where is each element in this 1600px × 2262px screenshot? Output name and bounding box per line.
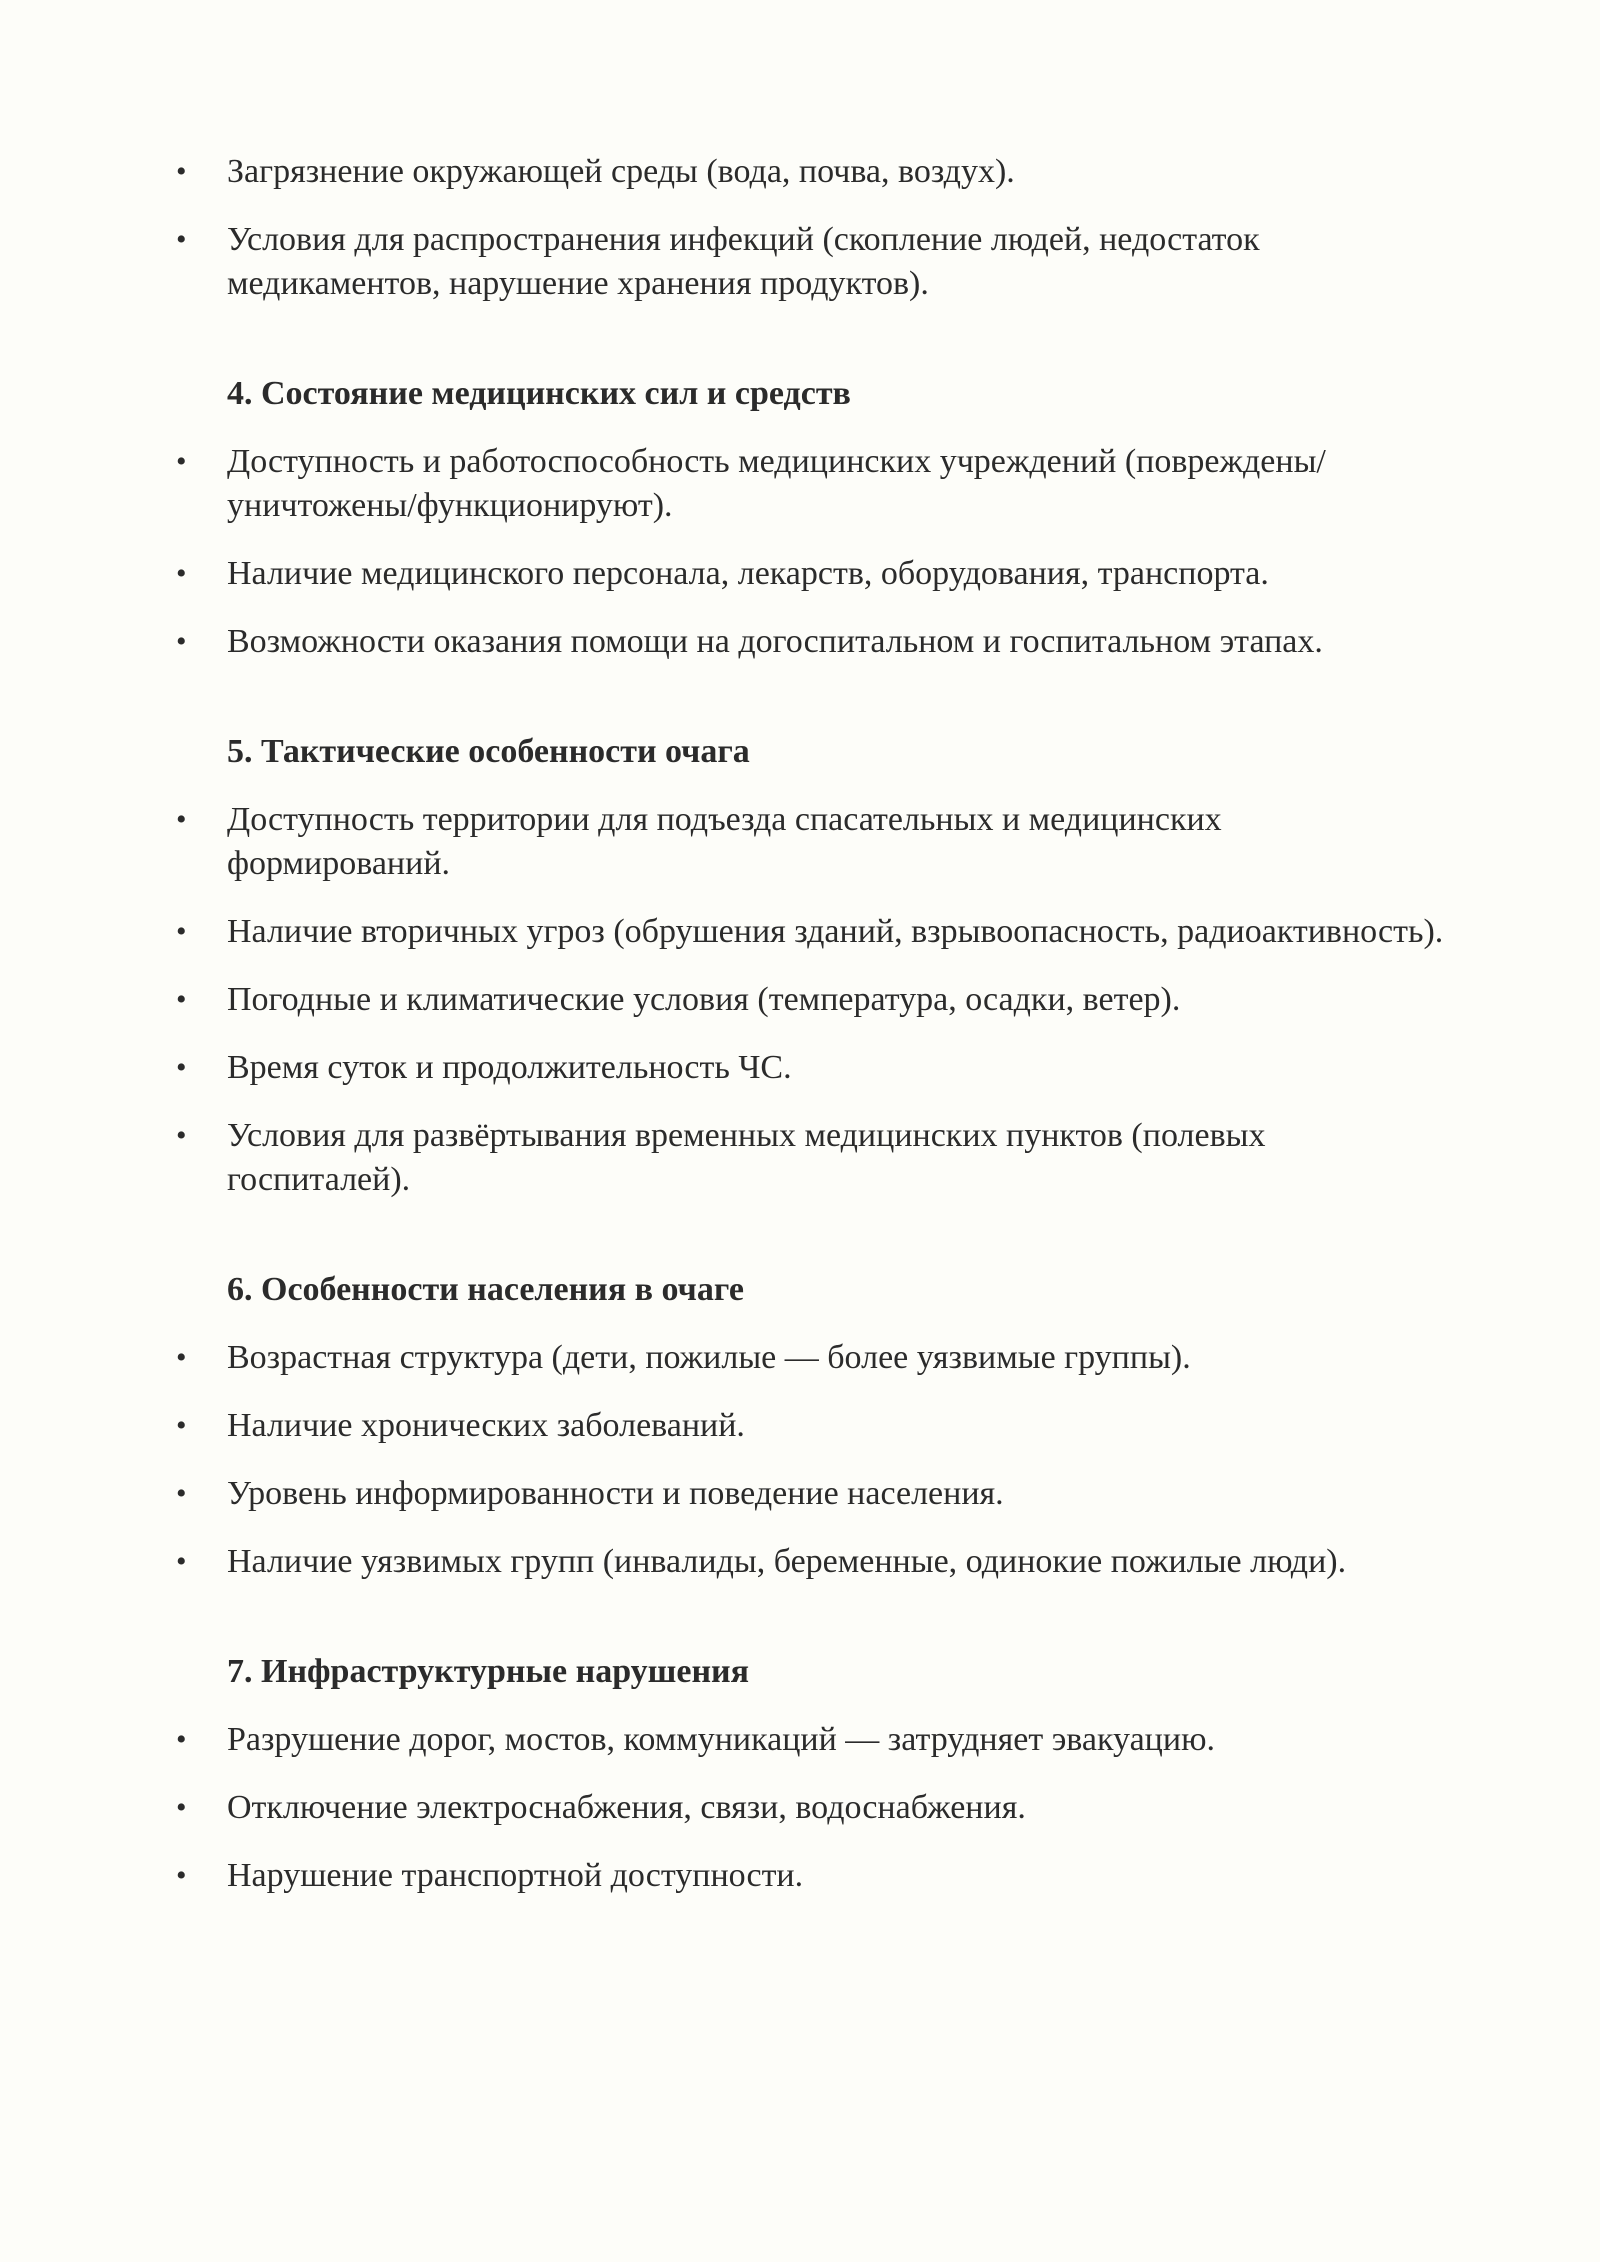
- list-item: [176, 910, 1450, 954]
- bullet: •: [176, 1545, 187, 1578]
- section-list: [176, 1718, 1450, 1898]
- list-item-text: Наличие вторичных угроз (обрушения зданий, взрывоопасность, радиоактивность).: [227, 913, 1444, 950]
- list-item: [176, 1540, 1450, 1584]
- intro-list-block: [176, 150, 1450, 306]
- bullet: •: [176, 1723, 187, 1756]
- list-item: [176, 978, 1450, 1022]
- list-item-text: Разрушение дорог, мостов, коммуникаций — затрудняет эвакуацию.: [227, 1721, 1215, 1758]
- list-item: [176, 1854, 1450, 1898]
- bullet: •: [176, 1477, 187, 1510]
- list-item: [176, 798, 1450, 886]
- section-heading: 7. Инфраструктурные нарушения: [227, 1653, 750, 1690]
- list-item-text: Загрязнение окружающей среды (вода, почва, воздух).: [227, 153, 1015, 190]
- bullet: •: [176, 915, 187, 948]
- section-5: [176, 730, 1450, 1202]
- list-item-text: Возможности оказания помощи на догоспитальном и госпитальном этапах.: [227, 623, 1323, 660]
- bullet: •: [176, 1409, 187, 1442]
- list-item: [176, 1472, 1450, 1516]
- bullet: •: [176, 1859, 187, 1892]
- section-heading: 4. Состояние медицинских сил и средств: [227, 375, 851, 412]
- bullet: •: [176, 1341, 187, 1374]
- list-item-text: Уровень информированности и поведение населения.: [227, 1475, 1004, 1512]
- bullet: •: [176, 445, 187, 478]
- list-item: [176, 150, 1450, 194]
- bullet: •: [176, 803, 187, 836]
- bullet: •: [176, 155, 187, 188]
- list-item: [176, 1404, 1450, 1448]
- bullet: •: [176, 983, 187, 1016]
- list-item: [176, 552, 1450, 596]
- section-4: [176, 372, 1450, 664]
- bullet: •: [176, 557, 187, 590]
- intro-list: [176, 150, 1450, 306]
- list-item: [176, 440, 1450, 528]
- list-item: [176, 1114, 1450, 1202]
- list-item: [176, 218, 1450, 306]
- list-item-text: Наличие медицинского персонала, лекарств, оборудования, транспорта.: [227, 555, 1269, 592]
- list-item-text: Наличие уязвимых групп (инвалиды, беременные, одинокие пожилые люди).: [227, 1543, 1347, 1580]
- list-item: [176, 620, 1450, 664]
- list-item-text: Условия для распространения инфекций (скопление людей, недостаток медикаментов, нарушение хранения продуктов).: [227, 221, 1260, 302]
- list-item-text: Условия для развёртывания временных медицинских пунктов (полевых госпиталей).: [227, 1117, 1266, 1198]
- list-item: [176, 1046, 1450, 1090]
- list-item-text: Наличие хронических заболеваний.: [227, 1407, 745, 1444]
- list-item-text: Доступность территории для подъезда спасательных и медицинских формирований.: [227, 801, 1222, 882]
- bullet: •: [176, 223, 187, 256]
- list-item-text: Нарушение транспортной доступности.: [227, 1857, 804, 1894]
- section-list: [176, 440, 1450, 664]
- bullet: •: [176, 1051, 187, 1084]
- list-item-text: Доступность и работоспособность медицинских учреждений (повреждены/уничтожены/функционируют).: [227, 443, 1326, 524]
- section-7: [176, 1650, 1450, 1898]
- bullet: •: [176, 1119, 187, 1152]
- list-item-text: Отключение электроснабжения, связи, водоснабжения.: [227, 1789, 1026, 1826]
- list-item: [176, 1718, 1450, 1762]
- list-item: [176, 1786, 1450, 1830]
- section-list: [176, 1336, 1450, 1584]
- bullet: •: [176, 1791, 187, 1824]
- section-6: [176, 1268, 1450, 1584]
- section-heading: 6. Особенности населения в очаге: [227, 1271, 744, 1308]
- list-item-text: Погодные и климатические условия (температура, осадки, ветер).: [227, 981, 1181, 1018]
- list-item-text: Время суток и продолжительность ЧС.: [227, 1049, 792, 1086]
- list-item-text: Возрастная структура (дети, пожилые — более уязвимые группы).: [227, 1339, 1191, 1376]
- list-item: [176, 1336, 1450, 1380]
- bullet: •: [176, 625, 187, 658]
- section-list: [176, 798, 1450, 1202]
- section-heading: 5. Тактические особенности очага: [227, 733, 750, 770]
